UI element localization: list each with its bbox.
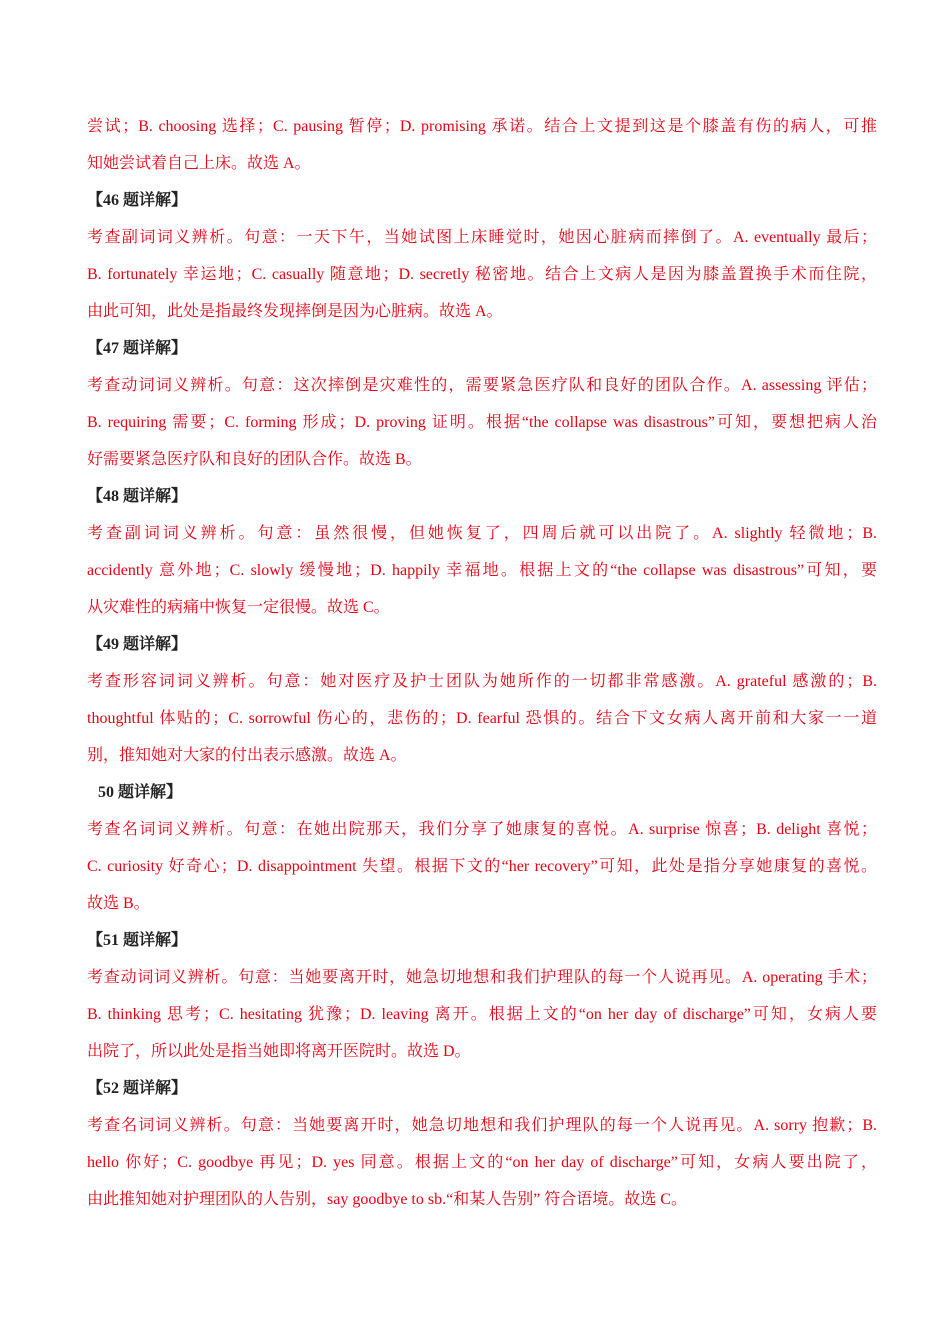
- text-line: 好需要紧急医疗队和良好的团队合作。故选 B。: [87, 451, 422, 468]
- text-line: thoughtful 体贴的；C. sorrowful 伤心的，悲伤的；D. fearful 恐惧的。结合下文女病人离开前和大家一一道: [87, 710, 877, 727]
- text-line: 从灾难性的病痛中恢复一定很慢。故选 C。: [87, 599, 390, 616]
- text-line: B. requiring 需要；C. forming 形成；D. proving 证明。根据“the collapse was disastrous”可知，要想把病人治: [87, 414, 877, 431]
- text-line: 由此推知她对护理团队的人告别，say goodbye to sb.“和某人告别” 符合语境。故选 C。: [87, 1191, 687, 1208]
- section-52: [87, 1070, 877, 1218]
- text-line: 考查动词词义辨析。句意：当她要离开时，她急切地想和我们护理队的每一个人说再见。A. operating 手术；: [87, 969, 877, 986]
- text-line: 考查名词词义辨析。句意：在她出院那天，我们分享了她康复的喜悦。A. surprise 惊喜；B. delight 喜悦；: [87, 821, 877, 838]
- text-line: 出院了，所以此处是指当她即将离开医院时。故选 D。: [87, 1043, 471, 1060]
- section-heading: 【52 题详解】: [87, 1080, 188, 1097]
- text-line: 考查副词词义辨析。句意：虽然很慢，但她恢复了，四周后就可以出院了。A. slightly 轻微地；B.: [87, 525, 877, 542]
- text-line: accidently 意外地；C. slowly 缓慢地；D. happily 幸福地。根据上文的“the collapse was disastrous”可知，要: [87, 562, 877, 579]
- section-48: [87, 478, 877, 626]
- text-line: 考查动词词义辨析。句意：这次摔倒是灾难性的，需要紧急医疗队和良好的团队合作。A. assessing 评估；: [87, 377, 877, 394]
- text-line: hello 你好；C. goodbye 再见；D. yes 同意。根据上文的“on her day of discharge”可知，女病人要出院了，: [87, 1154, 877, 1171]
- text-line: B. fortunately 幸运地；C. casually 随意地；D. secretly 秘密地。结合上文病人是因为膝盖置换手术而住院，: [87, 266, 877, 283]
- section-47: [87, 330, 877, 478]
- text-line: 知她尝试着自己上床。故选 A。: [87, 155, 311, 172]
- section-heading: 【49 题详解】: [87, 636, 188, 653]
- text-line: 尝试；B. choosing 选择；C. pausing 暂停；D. promising 承诺。结合上文提到这是个膝盖有伤的病人，可推: [87, 118, 877, 135]
- section-heading: 50 题详解】: [98, 784, 183, 801]
- text-line: 由此可知，此处是指最终发现摔倒是因为心脏病。故选 A。: [87, 303, 503, 320]
- text-line: 考查名词词义辨析。句意：当她要离开时，她急切地想和我们护理队的每一个人说再见。A. sorry 抱歉；B.: [87, 1117, 877, 1134]
- section-49: [87, 626, 877, 774]
- text-line: B. thinking 思考；C. hesitating 犹豫；D. leaving 离开。根据上文的“on her day of discharge”可知，女病人要: [87, 1006, 877, 1023]
- text-line: 故选 B。: [87, 895, 150, 912]
- text-line: 别，推知她对大家的付出表示感激。故选 A。: [87, 747, 407, 764]
- text-line: 考查副词词义辨析。句意：一天下午，当她试图上床睡觉时，她因心脏病而摔倒了。A. eventually 最后；: [87, 229, 877, 246]
- section-heading: 【47 题详解】: [87, 340, 188, 357]
- section-50: [87, 774, 877, 922]
- section-heading: 【51 题详解】: [87, 932, 188, 949]
- section-46: [87, 182, 877, 330]
- text-line: 考查形容词词义辨析。句意：她对医疗及护士团队为她所作的一切都非常感激。A. grateful 感激的；B.: [87, 673, 877, 690]
- text-line: C. curiosity 好奇心；D. disappointment 失望。根据下文的“her recovery”可知，此处是指分享她康复的喜悦。: [87, 858, 877, 875]
- section-heading: 【46 题详解】: [87, 192, 188, 209]
- section-heading: 【48 题详解】: [87, 488, 188, 505]
- intro-paragraph: [87, 108, 877, 182]
- section-51: [87, 922, 877, 1070]
- document-page: [87, 108, 877, 1218]
